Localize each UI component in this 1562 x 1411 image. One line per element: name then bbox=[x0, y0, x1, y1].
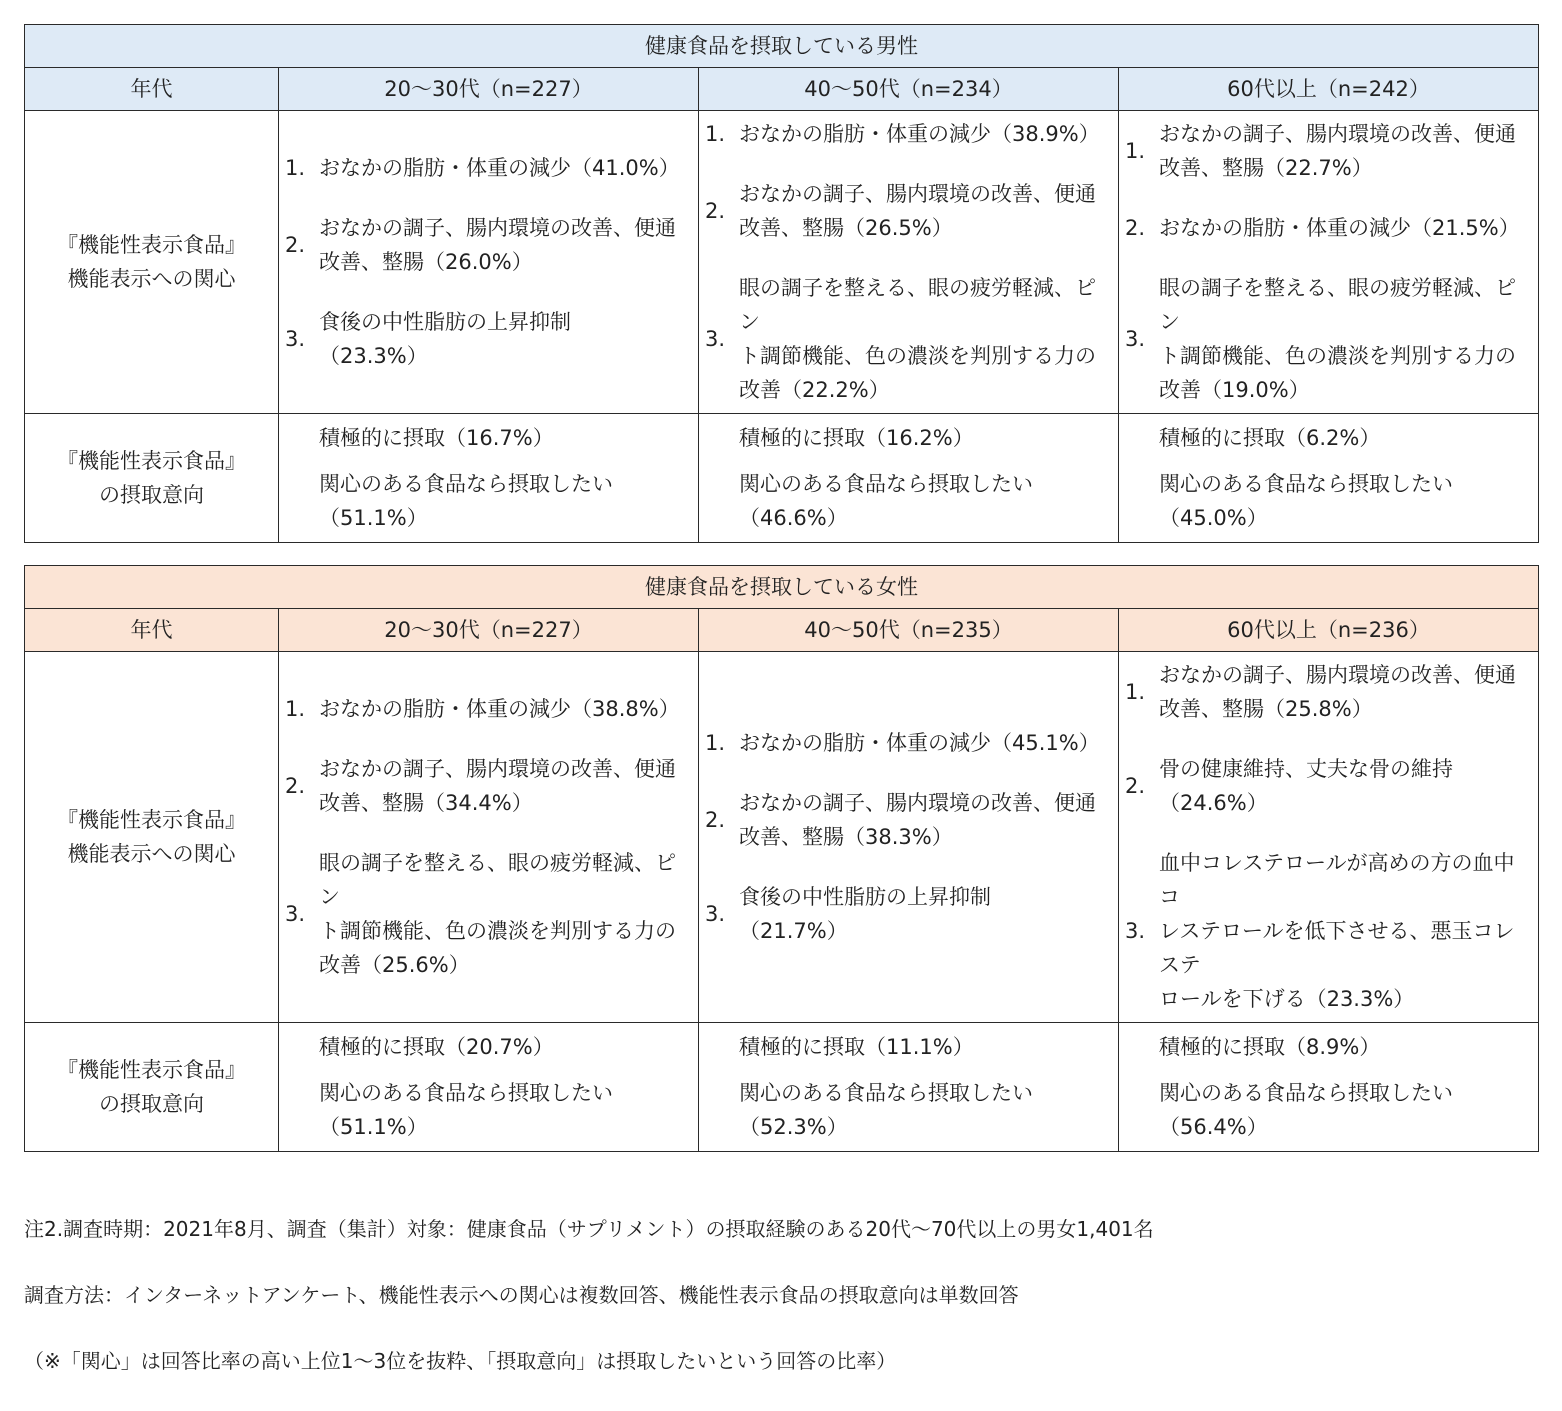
intent-interested: 関心のある食品なら摂取したい （52.3%） bbox=[739, 1081, 1033, 1139]
intent-active: 積極的に摂取（16.2%） bbox=[739, 426, 974, 450]
intent-row-label bbox=[25, 1023, 279, 1152]
item-text: 食後の中性脂肪の上昇抑制 （23.3%） bbox=[319, 310, 571, 368]
header-60s-plus: 60代以上（n=242） bbox=[1119, 68, 1539, 111]
item-text: 眼の調子を整える、眼の疲労軽減、ピン ト調節機能、色の濃淡を判別する力の 改善（19.0%） bbox=[1159, 276, 1516, 402]
item-number: 3. bbox=[285, 327, 306, 351]
list-item bbox=[1119, 846, 1538, 1016]
item-number: 3. bbox=[285, 902, 306, 926]
list-item bbox=[279, 305, 698, 373]
interest-cell bbox=[279, 652, 699, 1023]
item-text: おなかの脂肪・体重の減少（41.0%） bbox=[319, 156, 680, 180]
intent-active: 積極的に摂取（20.7%） bbox=[319, 1035, 554, 1059]
item-number: 1. bbox=[1125, 680, 1146, 704]
list-item bbox=[699, 177, 1118, 245]
header-age: 年代 bbox=[25, 68, 279, 111]
intent-interested: 関心のある食品なら摂取したい （45.0%） bbox=[1159, 472, 1453, 530]
list-item bbox=[1119, 211, 1538, 245]
intent-cell bbox=[279, 1023, 699, 1152]
table-title-row bbox=[25, 25, 1539, 68]
item-text: おなかの調子、腸内環境の改善、便通 改善、整腸（26.0%） bbox=[319, 216, 676, 274]
list-item bbox=[1119, 658, 1538, 726]
interest-row bbox=[25, 652, 1539, 1023]
item-number: 1. bbox=[705, 731, 726, 755]
list-item bbox=[279, 846, 698, 982]
intent-active: 積極的に摂取（6.2%） bbox=[1159, 426, 1381, 450]
header-20-30s: 20～30代（n=227） bbox=[279, 609, 699, 652]
item-number: 2. bbox=[1125, 216, 1146, 240]
list-item bbox=[279, 692, 698, 726]
intent-label-text: 『機能性表示食品』 の摂取意向 bbox=[57, 449, 246, 507]
intent-row-label bbox=[25, 414, 279, 543]
item-text: 血中コレステロールが高めの方の血中コ レステロールを低下させる、悪玉コレステ ロールを下げる（23.3%） bbox=[1159, 851, 1515, 1011]
header-60s-plus: 60代以上（n=236） bbox=[1119, 609, 1539, 652]
interest-cell bbox=[1119, 652, 1539, 1023]
list-item bbox=[279, 752, 698, 820]
item-text: おなかの脂肪・体重の減少（21.5%） bbox=[1159, 216, 1520, 240]
table-gap bbox=[24, 543, 1538, 565]
intent-active: 積極的に摂取（8.9%） bbox=[1159, 1035, 1381, 1059]
intent-active: 積極的に摂取（11.1%） bbox=[739, 1035, 974, 1059]
header-20-30s: 20～30代（n=227） bbox=[279, 68, 699, 111]
list-item bbox=[279, 211, 698, 279]
item-number: 2. bbox=[1125, 774, 1146, 798]
note-line: 注2.調査時期：2021年8月、調査（集計）対象：健康食品（サプリメント）の摂取経験のある20代～70代以上の男女1,401名 bbox=[24, 1217, 1154, 1241]
item-number: 2. bbox=[705, 808, 726, 832]
list-item bbox=[699, 117, 1118, 151]
female-survey-table bbox=[24, 565, 1539, 1152]
survey-document bbox=[24, 24, 1538, 1411]
list-item bbox=[699, 786, 1118, 854]
intent-interested: 関心のある食品なら摂取したい （51.1%） bbox=[319, 1081, 613, 1139]
item-text: 眼の調子を整える、眼の疲労軽減、ピン ト調節機能、色の濃淡を判別する力の 改善（25.6%） bbox=[319, 851, 676, 977]
intent-cell bbox=[1119, 414, 1539, 543]
intent-label-text: 『機能性表示食品』 の摂取意向 bbox=[57, 1058, 246, 1116]
item-text: 骨の健康維持、丈夫な骨の維持 （24.6%） bbox=[1159, 757, 1453, 815]
item-number: 1. bbox=[285, 156, 306, 180]
table-title: 健康食品を摂取している男性 bbox=[25, 25, 1539, 68]
intent-interested: 関心のある食品なら摂取したい （46.6%） bbox=[739, 472, 1033, 530]
interest-row-label bbox=[25, 652, 279, 1023]
interest-cell bbox=[699, 111, 1119, 414]
item-number: 3. bbox=[1125, 919, 1146, 943]
header-40-50s: 40～50代（n=234） bbox=[699, 68, 1119, 111]
interest-row-label bbox=[25, 111, 279, 414]
interest-cell bbox=[1119, 111, 1539, 414]
list-item bbox=[279, 151, 698, 185]
list-item bbox=[699, 880, 1118, 948]
item-number: 1. bbox=[285, 697, 306, 721]
interest-label-text: 『機能性表示食品』 機能表示への関心 bbox=[57, 233, 246, 291]
item-number: 2. bbox=[705, 199, 726, 223]
item-text: 食後の中性脂肪の上昇抑制 （21.7%） bbox=[739, 885, 991, 943]
item-text: おなかの調子、腸内環境の改善、便通 改善、整腸（22.7%） bbox=[1159, 122, 1516, 180]
item-text: おなかの脂肪・体重の減少（38.8%） bbox=[319, 697, 680, 721]
list-item bbox=[1119, 271, 1538, 407]
item-number: 2. bbox=[285, 233, 306, 257]
list-item bbox=[699, 726, 1118, 760]
note-line: 調査方法：インターネットアンケート、機能性表示への関心は複数回答、機能性表示食品の摂取意向は単数回答 bbox=[24, 1283, 1019, 1307]
intent-interested: 関心のある食品なら摂取したい （51.1%） bbox=[319, 472, 613, 530]
item-text: おなかの脂肪・体重の減少（45.1%） bbox=[739, 731, 1100, 755]
intent-active: 積極的に摂取（16.7%） bbox=[319, 426, 554, 450]
header-40-50s: 40～50代（n=235） bbox=[699, 609, 1119, 652]
item-number: 2. bbox=[285, 774, 306, 798]
item-text: 眼の調子を整える、眼の疲労軽減、ピン ト調節機能、色の濃淡を判別する力の 改善（22.2%） bbox=[739, 276, 1096, 402]
item-number: 1. bbox=[1125, 139, 1146, 163]
table-header-row bbox=[25, 68, 1539, 111]
item-text: おなかの調子、腸内環境の改善、便通 改善、整腸（34.4%） bbox=[319, 757, 676, 815]
item-text: おなかの調子、腸内環境の改善、便通 改善、整腸（25.8%） bbox=[1159, 663, 1516, 721]
interest-row bbox=[25, 111, 1539, 414]
item-number: 3. bbox=[1125, 327, 1146, 351]
intent-interested: 関心のある食品なら摂取したい （56.4%） bbox=[1159, 1081, 1453, 1139]
survey-notes bbox=[24, 1180, 1538, 1411]
note-line: （※「関心」は回答比率の高い上位1～3位を抜粋、「摂取意向」は摂取したいという回答の比率） bbox=[24, 1349, 897, 1373]
list-item bbox=[699, 271, 1118, 407]
male-survey-table bbox=[24, 24, 1539, 543]
table-header-row bbox=[25, 609, 1539, 652]
item-number: 3. bbox=[705, 902, 726, 926]
intent-row bbox=[25, 1023, 1539, 1152]
item-text: おなかの調子、腸内環境の改善、便通 改善、整腸（38.3%） bbox=[739, 791, 1096, 849]
list-item bbox=[1119, 117, 1538, 185]
table-title-row bbox=[25, 566, 1539, 609]
intent-cell bbox=[699, 414, 1119, 543]
item-number: 3. bbox=[705, 327, 726, 351]
intent-cell bbox=[699, 1023, 1119, 1152]
header-age: 年代 bbox=[25, 609, 279, 652]
intent-row bbox=[25, 414, 1539, 543]
item-text: おなかの脂肪・体重の減少（38.9%） bbox=[739, 122, 1100, 146]
interest-cell bbox=[279, 111, 699, 414]
interest-cell bbox=[699, 652, 1119, 1023]
interest-label-text: 『機能性表示食品』 機能表示への関心 bbox=[57, 808, 246, 866]
intent-cell bbox=[1119, 1023, 1539, 1152]
item-text: おなかの調子、腸内環境の改善、便通 改善、整腸（26.5%） bbox=[739, 182, 1096, 240]
intent-cell bbox=[279, 414, 699, 543]
item-number: 1. bbox=[705, 122, 726, 146]
list-item bbox=[1119, 752, 1538, 820]
table-title: 健康食品を摂取している女性 bbox=[25, 566, 1539, 609]
